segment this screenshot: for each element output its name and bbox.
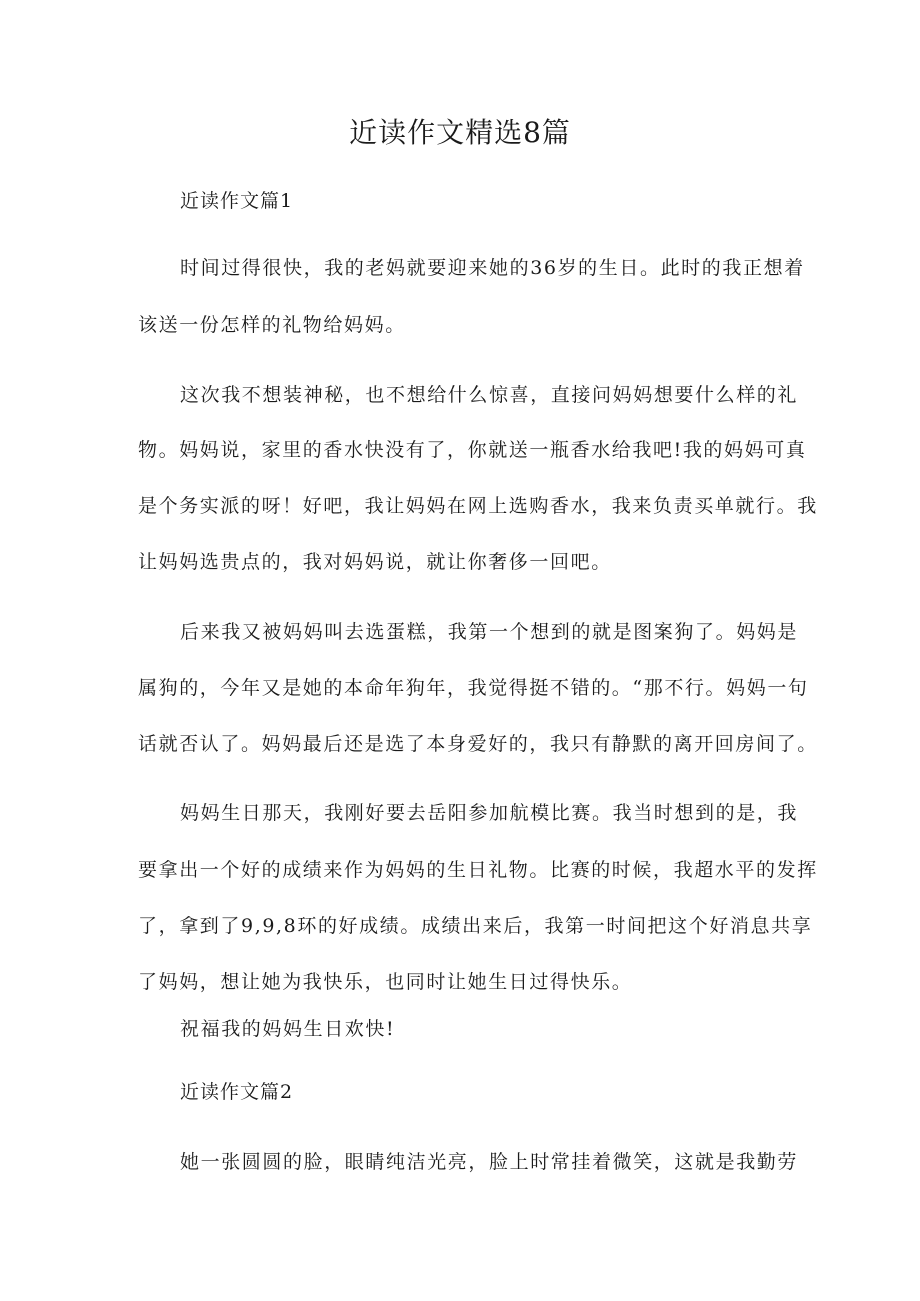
paragraph-line: 妈妈生日那天，我刚好要去岳阳参加航模比赛。我当时想到的是，我	[180, 802, 799, 824]
section-heading-1: 近读作文篇1	[180, 190, 294, 212]
paragraph-line: 这次我不想装神秘，也不想给什么惊喜，直接问妈妈想要什么样的礼	[180, 384, 799, 406]
paragraph-line: 了妈妈，想让她为我快乐，也同时让她生日过得快乐。	[138, 971, 633, 993]
paragraph-line: 时间过得很快，我的老妈就要迎来她的36岁的生日。此时的我正想着	[180, 257, 805, 279]
paragraph-line: 后来我又被妈妈叫去选蛋糕，我第一个想到的就是图案狗了。妈妈是	[180, 621, 799, 643]
paragraph-line: 属狗的，今年又是她的本命年狗年，我觉得挺不错的。“那不行。妈妈一句	[138, 677, 809, 699]
document-title: 近读作文精选8篇	[349, 116, 571, 149]
paragraph-line: 话就否认了。妈妈最后还是选了本身爱好的，我只有静默的离开回房间了。	[138, 733, 818, 755]
section-heading-2: 近读作文篇2	[180, 1081, 294, 1103]
paragraph-line: 了，拿到了9,9,8环的好成绩。成绩出来后，我第一时间把这个好消息共享	[138, 915, 813, 937]
paragraph-line: 祝福我的妈妈生日欢快!	[180, 1018, 396, 1040]
paragraph-line: 让妈妈选贵点的，我对妈妈说，就让你奢侈一回吧。	[138, 551, 612, 573]
paragraph-line: 她一张圆圆的脸，眼睛纯洁光亮，脸上时常挂着微笑，这就是我勤劳	[180, 1151, 799, 1173]
paragraph-line: 该送一份怎样的礼物给妈妈。	[138, 314, 406, 336]
paragraph-line: 是个务实派的呀！好吧，我让妈妈在网上选购香水，我来负责买单就行。我	[138, 495, 818, 517]
paragraph-line: 物。妈妈说，家里的香水快没有了，你就送一瓶香水给我吧!我的妈妈可真	[138, 439, 807, 461]
paragraph-line: 要拿出一个好的成绩来作为妈妈的生日礼物。比赛的时候，我超水平的发挥	[138, 859, 818, 881]
